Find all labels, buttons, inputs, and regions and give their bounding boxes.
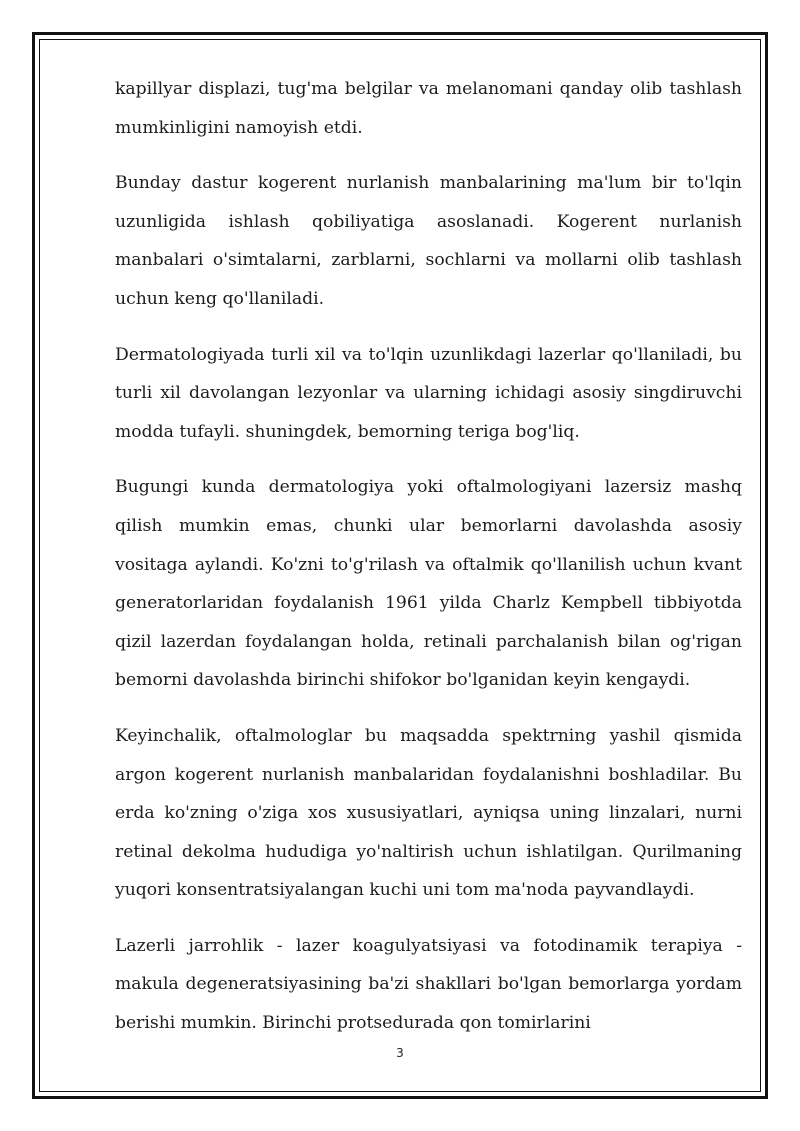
document-body [115, 70, 742, 1040]
paragraph-6: Lazerli jarrohlik - lazer koagulyatsiyasi va fotodinamik terapiya - makula degeneratsiyasining ba'zi shakllari bo'lgan bemorlarga yordam berishi mumkin. Birinchi protsedurada qon tomirlarini [115, 935, 742, 1034]
paragraph-2: Bunday dastur kogerent nurlanish manbalarining ma'lum bir to'lqin uzunligida ishlash qobiliyatiga asoslanadi. Kogerent nurlanish manbalari o'simtalarni, zarblarni, sochlarni va mollarni olib tashlash uchun keng qo'llaniladi. [115, 173, 742, 309]
paragraph-4: Bugungi kunda dermatologiya yoki oftalmologiyani lazersiz mashq qilish mumkin emas, chunki ular bemorlarni davolashda asosiy vositaga aylandi. Ko'zni to'g'rilash va oftalmik qo'llanilish uchun kvant generatorlaridan foydalanish 1961 yilda Charlz Kempbell tibbiyotda qizil lazerdan foydalangan holda, retinali parchalanish bilan og'rigan bemorni davolashda birinchi shifokor bo'lganidan keyin kengaydi. [115, 477, 742, 691]
paragraph-3: Dermatologiyada turli xil va to'lqin uzunlikdagi lazerlar qo'llaniladi, bu turli xil davolangan lezyonlar va ularning ichidagi asosiy singdiruvchi modda tufayli. shuningdek, bemorning teriga bog'liq. [115, 344, 742, 442]
page-number: 3 [396, 1046, 404, 1060]
paragraph-5: Keyinchalik, oftalmologlar bu maqsadda spektrning yashil qismida argon kogerent nurlanish manbalaridan foydalanishni boshladilar. Bu erda ko'zning o'ziga xos xususiyatlari, ayniqsa uning linzalari, nurni retinal dekolma hududiga yo'naltirish uchun ishlatilgan. Qurilmaning yuqori konsentratsiyalangan kuchi uni tom ma'noda payvandlaydi. [115, 725, 742, 901]
paragraph-1: kapillyar displazi, tug'ma belgilar va melanomani qanday olib tashlash mumkinligini namoyish etdi. [115, 79, 742, 138]
